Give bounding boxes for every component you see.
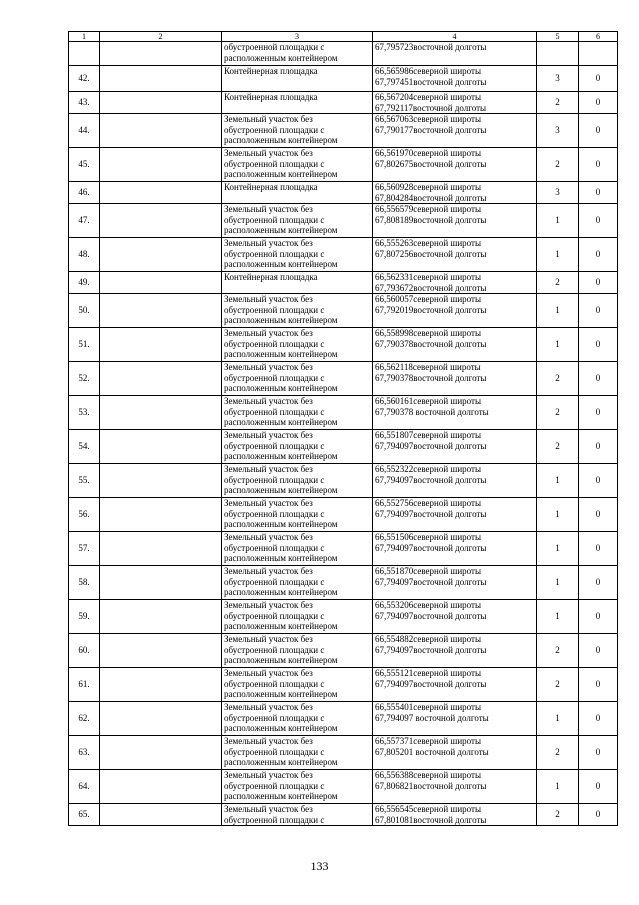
table-row <box>69 92 618 114</box>
site-type-line: обустроенной площадки с <box>224 678 325 689</box>
site-type-line: Земельный участок без <box>224 464 313 474</box>
column-number: 5 <box>537 32 579 42</box>
container-count: 1 <box>537 770 579 804</box>
row-number: 54. <box>69 430 100 464</box>
coordinates-cell <box>373 272 537 294</box>
column-6-value: 0 <box>579 148 618 182</box>
row-number: 52. <box>69 362 100 396</box>
column-6-value: 0 <box>579 770 618 804</box>
coordinate-line: 66,556545северной широты <box>375 804 482 814</box>
coordinate-line: 66,554882северной широты <box>375 634 482 644</box>
site-type-cell <box>222 498 373 532</box>
coordinates-cell <box>373 328 537 362</box>
coordinate-line: 67,790378восточной долготы <box>375 372 487 383</box>
site-type-line: Земельный участок без <box>224 114 313 124</box>
site-name-cell <box>100 532 222 566</box>
coordinates-cell <box>373 148 537 182</box>
coordinates-cell <box>373 668 537 702</box>
table-row <box>69 566 618 600</box>
coordinate-line: 66,560161северной широты <box>375 396 482 406</box>
table-row <box>69 770 618 804</box>
site-name-cell <box>100 238 222 272</box>
coordinate-line: 67,801081восточной долготы <box>375 814 487 825</box>
column-6-value: 0 <box>579 430 618 464</box>
site-type-cell <box>222 600 373 634</box>
column-6-value: 0 <box>579 328 618 362</box>
coordinates-cell <box>373 294 537 328</box>
site-name-cell <box>100 148 222 182</box>
site-type-line: обустроенной площадки с <box>224 508 325 519</box>
row-number: 45. <box>69 148 100 182</box>
site-name-cell <box>100 430 222 464</box>
site-name-cell <box>100 42 222 66</box>
site-name-cell <box>100 204 222 238</box>
table-row <box>69 600 618 634</box>
coordinate-line: 66,551506северной широты <box>375 532 482 542</box>
table-row <box>69 702 618 736</box>
table-row <box>69 294 618 328</box>
coordinate-line: 66,557371северной широты <box>375 736 482 746</box>
column-6-value: 0 <box>579 114 618 148</box>
site-type-cell <box>222 770 373 804</box>
site-type-cell <box>222 328 373 362</box>
site-name-cell <box>100 272 222 294</box>
site-type-line: расположенным контейнером <box>224 621 338 631</box>
column-number: 3 <box>222 32 373 42</box>
coordinate-line: 66,551870северной широты <box>375 566 482 576</box>
site-type-line: Земельный участок без <box>224 362 313 372</box>
site-type-line: обустроенной площадки с <box>224 372 325 383</box>
column-6-value: 0 <box>579 532 618 566</box>
column-number: 6 <box>579 32 618 42</box>
coordinate-line: 66,567063северной широты <box>375 114 482 124</box>
coordinate-line: 66,555121северной широты <box>375 668 482 678</box>
coordinates-cell <box>373 182 537 204</box>
site-type-line: расположенным контейнером <box>224 757 338 767</box>
site-type-line: Контейнерная площадка <box>224 182 318 192</box>
coordinate-line: 67,807256восточной долготы <box>375 248 487 259</box>
site-type-line: Земельный участок без <box>224 566 313 576</box>
site-type-cell <box>222 668 373 702</box>
site-name-cell <box>100 736 222 770</box>
coordinates-cell <box>373 736 537 770</box>
site-name-cell <box>100 362 222 396</box>
table-row <box>69 498 618 532</box>
site-type-line: Земельный участок без <box>224 770 313 780</box>
row-number <box>69 42 100 66</box>
coordinate-line: 66,553206северной широты <box>375 600 482 610</box>
column-6-value: 0 <box>579 668 618 702</box>
container-count: 1 <box>537 566 579 600</box>
site-type-line: расположенным контейнером <box>224 655 338 665</box>
column-number: 4 <box>373 32 537 42</box>
site-type-cell <box>222 634 373 668</box>
site-type-line: обустроенной площадки с <box>224 214 325 225</box>
row-number: 63. <box>69 736 100 770</box>
site-name-cell <box>100 668 222 702</box>
column-6-value: 0 <box>579 464 618 498</box>
container-count: 1 <box>537 702 579 736</box>
column-6-value: 0 <box>579 804 618 826</box>
container-count: 2 <box>537 804 579 826</box>
site-type-line: Земельный участок без <box>224 600 313 610</box>
table-row <box>69 148 618 182</box>
coordinate-line: 67,794097восточной долготы <box>375 440 487 451</box>
site-type-cell <box>222 702 373 736</box>
container-count: 2 <box>537 430 579 464</box>
site-type-line: обустроенной площадки с <box>224 406 325 417</box>
coordinate-line: 67,794097восточной долготы <box>375 678 487 689</box>
table-row <box>69 532 618 566</box>
container-count: 2 <box>537 148 579 182</box>
coordinates-cell <box>373 430 537 464</box>
coordinate-line: 66,556579северной широты <box>375 204 482 214</box>
coordinate-line: 67,793672восточной долготы <box>375 282 487 293</box>
column-6-value: 0 <box>579 204 618 238</box>
coordinates-cell <box>373 804 537 826</box>
site-type-cell <box>222 114 373 148</box>
site-type-line: расположенным контейнером <box>224 315 338 325</box>
coordinate-line: 67,792019восточной долготы <box>375 304 487 315</box>
site-type-cell <box>222 42 373 66</box>
site-type-line: расположенным контейнером <box>224 417 338 427</box>
column-6-value: 0 <box>579 498 618 532</box>
site-type-line: Земельный участок без <box>224 430 313 440</box>
site-type-line: расположенным контейнером <box>224 689 338 699</box>
row-number: 55. <box>69 464 100 498</box>
table-row <box>69 42 618 66</box>
column-number: 1 <box>69 32 100 42</box>
site-type-line: обустроенной площадки с <box>224 248 325 259</box>
site-name-cell <box>100 294 222 328</box>
coordinate-line: 66,555401северной широты <box>375 702 482 712</box>
row-number: 47. <box>69 204 100 238</box>
site-type-line: Земельный участок без <box>224 702 313 712</box>
coordinate-line: 67,808189восточной долготы <box>375 214 487 225</box>
container-count: 1 <box>537 238 579 272</box>
waste-sites-table <box>68 31 618 826</box>
site-type-line: расположенным контейнером <box>224 52 338 63</box>
container-count: 2 <box>537 272 579 294</box>
row-number: 50. <box>69 294 100 328</box>
site-type-cell <box>222 566 373 600</box>
coordinates-cell <box>373 770 537 804</box>
site-type-line: обустроенной площадки с <box>224 644 325 655</box>
site-type-line: расположенным контейнером <box>224 135 338 145</box>
table-row <box>69 182 618 204</box>
row-number: 65. <box>69 804 100 826</box>
coordinate-line: 67,794097восточной долготы <box>375 576 487 587</box>
table-row <box>69 396 618 430</box>
page-number: 133 <box>310 859 329 873</box>
site-type-line: Земельный участок без <box>224 736 313 746</box>
site-type-line: расположенным контейнером <box>224 553 338 563</box>
table-row <box>69 804 618 826</box>
coordinate-line: 66,560928северной широты <box>375 182 482 192</box>
site-type-cell <box>222 362 373 396</box>
site-type-cell <box>222 272 373 294</box>
coordinate-line: 66,556388северной широты <box>375 770 482 780</box>
container-count: 3 <box>537 66 579 92</box>
column-6-value: 0 <box>579 736 618 770</box>
site-type-cell <box>222 430 373 464</box>
column-number: 2 <box>100 32 222 42</box>
table-row <box>69 66 618 92</box>
column-6-value: 0 <box>579 294 618 328</box>
container-count: 1 <box>537 464 579 498</box>
table-row <box>69 362 618 396</box>
site-type-cell <box>222 66 373 92</box>
coordinate-line: 67,806821восточной долготы <box>375 780 487 791</box>
column-6-value: 0 <box>579 182 618 204</box>
site-name-cell <box>100 634 222 668</box>
coordinates-cell <box>373 66 537 92</box>
site-type-cell <box>222 396 373 430</box>
site-type-line: расположенным контейнером <box>224 225 338 235</box>
site-name-cell <box>100 396 222 430</box>
site-type-line: Земельный участок без <box>224 328 313 338</box>
row-number: 58. <box>69 566 100 600</box>
column-6-value: 0 <box>579 634 618 668</box>
coordinate-line: 67,790177восточной долготы <box>375 124 487 135</box>
coordinate-line: 67,794097восточной долготы <box>375 644 487 655</box>
coordinates-cell <box>373 362 537 396</box>
site-type-cell <box>222 532 373 566</box>
container-count: 3 <box>537 114 579 148</box>
table-row <box>69 464 618 498</box>
table-row <box>69 204 618 238</box>
table-body <box>69 32 618 826</box>
container-count: 2 <box>537 362 579 396</box>
container-count: 2 <box>537 668 579 702</box>
site-type-line: обустроенной площадки с <box>224 814 325 825</box>
container-count: 1 <box>537 600 579 634</box>
column-6-value: 0 <box>579 566 618 600</box>
table-row <box>69 634 618 668</box>
site-name-cell <box>100 702 222 736</box>
coordinates-cell <box>373 464 537 498</box>
site-type-line: расположенным контейнером <box>224 485 338 495</box>
coordinates-cell <box>373 114 537 148</box>
container-count <box>537 42 579 66</box>
coordinate-line: 66,558998северной широты <box>375 328 482 338</box>
site-type-line: Земельный участок без <box>224 532 313 542</box>
coordinate-line: 66,562331северной широты <box>375 272 482 282</box>
site-type-line: обустроенной площадки с <box>224 124 325 135</box>
coordinate-line: 67,795723восточной долготы <box>375 42 487 52</box>
coordinates-cell <box>373 702 537 736</box>
row-number: 62. <box>69 702 100 736</box>
table-row <box>69 238 618 272</box>
site-type-line: обустроенной площадки с <box>224 576 325 587</box>
container-count: 1 <box>537 204 579 238</box>
site-type-line: Земельный участок без <box>224 634 313 644</box>
container-count: 2 <box>537 736 579 770</box>
row-number: 42. <box>69 66 100 92</box>
coordinate-line: 67,804284восточной долготы <box>375 192 487 203</box>
site-type-line: расположенным контейнером <box>224 791 338 801</box>
site-type-line: обустроенной площадки с <box>224 338 325 349</box>
coordinate-line: 67,802675восточной долготы <box>375 158 487 169</box>
coordinate-line: 67,794097 восточной долготы <box>375 712 489 723</box>
coordinates-cell <box>373 600 537 634</box>
site-name-cell <box>100 92 222 114</box>
table-row <box>69 736 618 770</box>
site-type-cell <box>222 294 373 328</box>
coordinate-line: 66,552322северной широты <box>375 464 482 474</box>
column-6-value: 0 <box>579 92 618 114</box>
column-number-row <box>69 32 618 42</box>
coordinates-cell <box>373 204 537 238</box>
coordinate-line: 67,790378 восточной долготы <box>375 406 489 417</box>
site-type-line: Контейнерная площадка <box>224 272 318 282</box>
site-type-line: Земельный участок без <box>224 148 313 158</box>
site-name-cell <box>100 114 222 148</box>
site-type-line: обустроенной площадки с <box>224 542 325 553</box>
site-type-line: расположенным контейнером <box>224 723 338 733</box>
container-count: 1 <box>537 328 579 362</box>
site-type-line: Земельный участок без <box>224 804 313 814</box>
site-type-line: Земельный участок без <box>224 204 313 214</box>
coordinate-line: 67,794097восточной долготы <box>375 610 487 621</box>
site-name-cell <box>100 182 222 204</box>
site-type-cell <box>222 804 373 826</box>
site-type-cell <box>222 92 373 114</box>
column-6-value: 0 <box>579 362 618 396</box>
site-type-line: расположенным контейнером <box>224 519 338 529</box>
table-row <box>69 668 618 702</box>
site-name-cell <box>100 66 222 92</box>
site-type-line: обустроенной площадки с <box>224 610 325 621</box>
container-count: 2 <box>537 92 579 114</box>
container-count: 2 <box>537 634 579 668</box>
coordinate-line: 67,794097восточной долготы <box>375 542 487 553</box>
coordinate-line: 66,565986северной широты <box>375 66 482 76</box>
site-name-cell <box>100 498 222 532</box>
coordinates-cell <box>373 92 537 114</box>
site-type-line: Контейнерная площадка <box>224 92 318 102</box>
site-name-cell <box>100 600 222 634</box>
coordinates-cell <box>373 634 537 668</box>
site-type-line: обустроенной площадки с <box>224 780 325 791</box>
site-type-line: расположенным контейнером <box>224 169 338 179</box>
coordinates-cell <box>373 396 537 430</box>
coordinates-cell <box>373 532 537 566</box>
site-type-line: расположенным контейнером <box>224 259 338 269</box>
table-row <box>69 328 618 362</box>
site-name-cell <box>100 464 222 498</box>
table-row <box>69 430 618 464</box>
site-type-line: обустроенной площадки с <box>224 746 325 757</box>
site-name-cell <box>100 804 222 826</box>
coordinate-line: 66,552756северной широты <box>375 498 482 508</box>
container-count: 1 <box>537 498 579 532</box>
site-type-line: обустроенной площадки с <box>224 712 325 723</box>
coordinate-line: 67,792117восточной долготы <box>375 102 487 113</box>
row-number: 46. <box>69 182 100 204</box>
coordinates-cell <box>373 566 537 600</box>
row-number: 53. <box>69 396 100 430</box>
coordinates-cell <box>373 238 537 272</box>
site-type-line: обустроенной площадки с <box>224 304 325 315</box>
site-type-line: обустроенной площадки с <box>224 42 325 52</box>
row-number: 43. <box>69 92 100 114</box>
site-name-cell <box>100 328 222 362</box>
row-number: 60. <box>69 634 100 668</box>
site-type-line: Земельный участок без <box>224 498 313 508</box>
site-type-line: Контейнерная площадка <box>224 66 318 76</box>
site-type-line: расположенным контейнером <box>224 451 338 461</box>
site-name-cell <box>100 770 222 804</box>
coordinate-line: 67,794097восточной долготы <box>375 508 487 519</box>
row-number: 48. <box>69 238 100 272</box>
table-row <box>69 114 618 148</box>
coordinate-line: 67,805201 восточной долготы <box>375 746 489 757</box>
row-number: 61. <box>69 668 100 702</box>
site-type-line: Земельный участок без <box>224 668 313 678</box>
site-type-line: расположенным контейнером <box>224 587 338 597</box>
column-6-value: 0 <box>579 600 618 634</box>
site-type-cell <box>222 148 373 182</box>
coordinates-cell <box>373 498 537 532</box>
column-6-value: 0 <box>579 238 618 272</box>
coordinate-line: 66,562118северной широты <box>375 362 481 372</box>
coordinate-line: 66,555263северной широты <box>375 238 482 248</box>
column-6-value <box>579 42 618 66</box>
row-number: 56. <box>69 498 100 532</box>
row-number: 64. <box>69 770 100 804</box>
row-number: 51. <box>69 328 100 362</box>
table-row <box>69 272 618 294</box>
site-type-line: обустроенной площадки с <box>224 158 325 169</box>
container-count: 2 <box>537 396 579 430</box>
coordinate-line: 66,567204северной широты <box>375 92 482 102</box>
column-6-value: 0 <box>579 272 618 294</box>
site-type-line: обустроенной площадки с <box>224 440 325 451</box>
coordinate-line: 66,560057северной широты <box>375 294 482 304</box>
row-number: 44. <box>69 114 100 148</box>
column-6-value: 0 <box>579 396 618 430</box>
site-type-cell <box>222 736 373 770</box>
container-count: 1 <box>537 294 579 328</box>
site-type-line: Земельный участок без <box>224 238 313 248</box>
site-type-cell <box>222 238 373 272</box>
coordinates-cell <box>373 42 537 66</box>
container-count: 3 <box>537 182 579 204</box>
site-type-cell <box>222 464 373 498</box>
row-number: 49. <box>69 272 100 294</box>
site-type-line: расположенным контейнером <box>224 349 338 359</box>
site-type-cell <box>222 204 373 238</box>
coordinate-line: 66,551807северной широты <box>375 430 482 440</box>
coordinate-line: 67,790378восточной долготы <box>375 338 487 349</box>
site-type-line: расположенным контейнером <box>224 383 338 393</box>
coordinate-line: 67,797451восточной долготы <box>375 76 487 87</box>
container-count: 1 <box>537 532 579 566</box>
column-6-value: 0 <box>579 66 618 92</box>
coordinate-line: 66,561970северной широты <box>375 148 482 158</box>
site-type-cell <box>222 182 373 204</box>
row-number: 59. <box>69 600 100 634</box>
site-name-cell <box>100 566 222 600</box>
row-number: 57. <box>69 532 100 566</box>
site-type-line: обустроенной площадки с <box>224 474 325 485</box>
site-type-line: Земельный участок без <box>224 294 313 304</box>
site-type-line: Земельный участок без <box>224 396 313 406</box>
coordinate-line: 67,794097восточной долготы <box>375 474 487 485</box>
column-6-value: 0 <box>579 702 618 736</box>
